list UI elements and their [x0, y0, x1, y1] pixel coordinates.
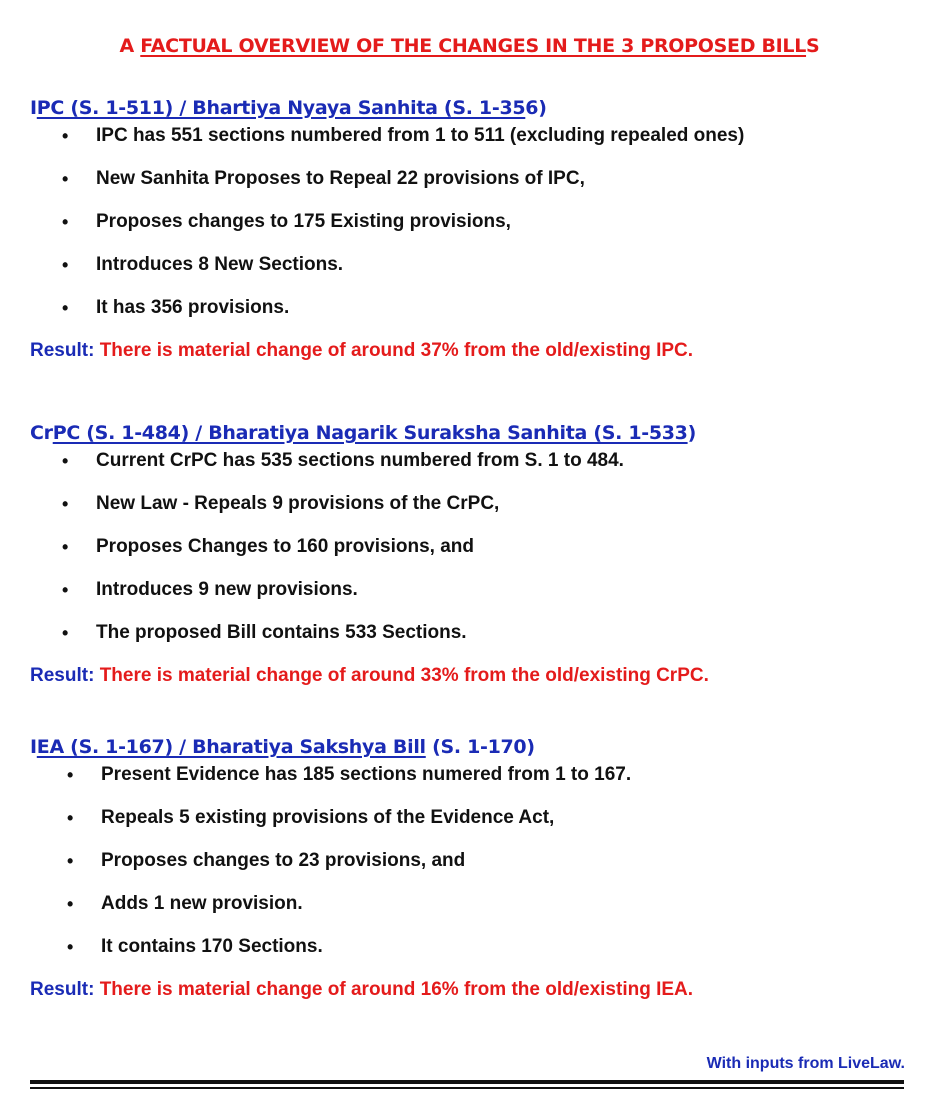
bullet-icon: • — [62, 537, 69, 557]
title-underlined: FACTUAL OVERVIEW OF THE CHANGES IN THE 3 PROPOSED BILL — [140, 35, 807, 57]
list-item — [30, 447, 920, 490]
list-item-text: Repeals 5 existing provisions of the Evidence Act, — [101, 807, 555, 828]
footer-rule-thin — [30, 1087, 904, 1089]
bullet-icon: • — [67, 765, 74, 785]
heading-post: (S. 1-170) — [425, 736, 535, 758]
heading-pre: I — [30, 97, 37, 119]
bullet-icon: • — [67, 808, 74, 828]
list-item — [30, 761, 920, 804]
result-text: There is material change of around 33% from the old/existing CrPC. — [99, 665, 709, 686]
bullet-icon: • — [67, 894, 74, 914]
section-iea — [30, 733, 920, 1004]
list-item-text: The proposed Bill contains 533 Sections. — [96, 622, 467, 643]
list-item — [30, 208, 920, 251]
result-label: Result: — [30, 340, 95, 361]
section-heading-ipc — [30, 94, 920, 122]
list-item-text: Current CrPC has 535 sections numbered from S. 1 to 484. — [96, 450, 624, 471]
list-item — [30, 122, 920, 165]
bullet-icon: • — [62, 623, 69, 643]
result-label: Result: — [30, 979, 95, 1000]
list-item — [30, 576, 920, 619]
bullet-icon: • — [62, 494, 69, 514]
list-item — [30, 490, 920, 533]
result-label: Result: — [30, 665, 95, 686]
bullet-icon: • — [62, 169, 69, 189]
bullet-icon: • — [62, 255, 69, 275]
list-item-text: Proposes Changes to 160 provisions, and — [96, 536, 474, 557]
list-item — [30, 804, 920, 847]
list-item — [30, 165, 920, 208]
bullet-icon: • — [67, 937, 74, 957]
list-item — [30, 294, 920, 337]
heading-post: 6) — [525, 97, 547, 119]
result-line-iea — [30, 976, 920, 1004]
title-suffix: S — [806, 35, 820, 57]
heading-underlined: PC (S. 1-484) / Bharatiya Nagarik Suraksha Sanhita (S. 1-533 — [52, 422, 688, 444]
bullet-icon: • — [62, 298, 69, 318]
bullet-icon: • — [62, 451, 69, 471]
list-item-text: Adds 1 new provision. — [101, 893, 303, 914]
credit-line: With inputs from LiveLaw. — [706, 1055, 905, 1072]
result-text: There is material change of around 37% from the old/existing IPC. — [99, 340, 694, 361]
result-line-crpc — [30, 662, 920, 690]
title-prefix: A — [119, 35, 141, 57]
list-item-text: Proposes changes to 175 Existing provisions, — [96, 211, 511, 232]
list-item-text: New Law - Repeals 9 provisions of the CrPC, — [96, 493, 500, 514]
heading-underlined: PC (S. 1-511) / Bhartiya Nyaya Sanhita (S. 1-35 — [36, 97, 526, 119]
footer-rule-thick — [30, 1080, 904, 1084]
list-item-text: IPC has 551 sections numbered from 1 to 511 (excluding repealed ones) — [96, 125, 745, 146]
heading-pre: Cr — [30, 422, 53, 444]
list-item-text: Present Evidence has 185 sections numered from 1 to 167. — [101, 764, 632, 785]
bullet-icon: • — [62, 126, 69, 146]
section-crpc — [30, 419, 920, 690]
list-item-text: Introduces 8 New Sections. — [96, 254, 344, 275]
list-item — [30, 533, 920, 576]
list-item — [30, 933, 920, 976]
bullet-icon: • — [62, 580, 69, 600]
document-title — [0, 35, 939, 57]
list-item-text: Proposes changes to 23 provisions, and — [101, 850, 466, 871]
section-heading-iea — [30, 733, 920, 761]
list-item-text: New Sanhita Proposes to Repeal 22 provisions of IPC, — [96, 168, 585, 189]
list-item — [30, 251, 920, 294]
bullet-icon: • — [62, 212, 69, 232]
heading-post: ) — [687, 422, 696, 444]
bullet-list-crpc — [30, 447, 920, 662]
bullet-list-ipc — [30, 122, 920, 337]
heading-pre: I — [30, 736, 37, 758]
bullet-list-iea — [30, 761, 920, 976]
list-item — [30, 619, 920, 662]
list-item-text: It contains 170 Sections. — [101, 936, 323, 957]
bullet-icon: • — [67, 851, 74, 871]
list-item-text: It has 356 provisions. — [96, 297, 290, 318]
list-item — [30, 847, 920, 890]
section-ipc — [30, 94, 920, 365]
result-line-ipc — [30, 337, 920, 365]
list-item — [30, 890, 920, 933]
list-item-text: Introduces 9 new provisions. — [96, 579, 358, 600]
heading-underlined: EA (S. 1-167) / Bharatiya Sakshya Bill — [36, 736, 426, 758]
section-heading-crpc — [30, 419, 920, 447]
result-text: There is material change of around 16% from the old/existing IEA. — [99, 979, 694, 1000]
